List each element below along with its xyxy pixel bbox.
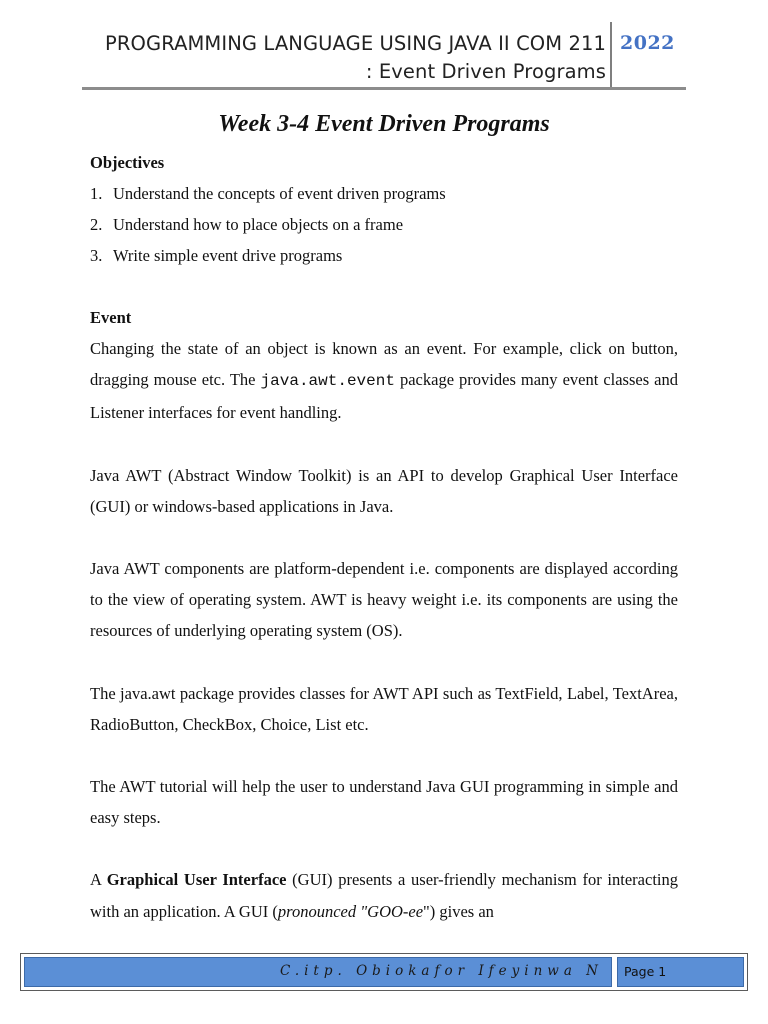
page-footer [20,953,748,991]
spacer [90,522,678,553]
spacer [90,740,678,771]
text-run: A [90,870,107,890]
event-heading: Event [90,308,132,327]
header-title-line2: : Event Driven Programs [365,60,606,83]
awt-components-paragraph: Java AWT components are platform-dependent i.e. components are displayed according to the view of operating system. AWT is heavy weight i.e. its components are using the resources of underlying operating system (OS). [90,559,678,641]
gui-pronunciation: pronounced "GOO-ee [277,901,424,921]
event-paragraph-1 [90,333,678,429]
footer-page-box [617,957,744,987]
objectives-heading: Objectives [90,153,165,172]
list-item [90,240,678,271]
text-run: (GUI) presents a user-friendly mechanism for interacting with an application. A GUI ( [90,870,678,921]
gui-term: Graphical User Interface [106,870,287,890]
page-number: Page 1 [624,964,667,979]
footer-inner [24,957,744,987]
text-run: package provides many event classes and Listener interfaces for event handling. [90,370,678,423]
awt-paragraph: Java AWT (Abstract Window Toolkit) is an API to develop Graphical User Interface (GUI) or windows-based applications in Java. [90,465,678,516]
header-divider [610,22,612,88]
footer-author: C.itp. Obiokafor Ifeyinwa N [279,963,603,979]
gui-paragraph [90,864,678,926]
list-item [90,209,678,240]
list-item-number: 2. [90,215,103,234]
list-item-number: 3. [90,246,103,265]
text-run: ") gives an [423,901,494,921]
document-title: Week 3-4 Event Driven Programs [218,111,550,137]
list-item-text: Understand how to place objects on a frame [113,215,404,234]
text-run: Changing the state of an object is known as an event. For example, click on button, dragging mouse etc. The [90,339,678,390]
document-body [90,104,678,927]
awt-package-paragraph: The java.awt package provides classes for AWT API such as TextField, Label, TextArea, RadioButton, CheckBox, Choice, List etc. [90,683,678,734]
header-title [105,30,606,86]
header-title-line1: PROGRAMMING LANGUAGE USING JAVA II COM 211 [105,32,606,55]
spacer [90,647,678,678]
spacer [90,271,678,302]
page-header [82,22,686,90]
header-year: 2022 [620,32,675,54]
footer-author-box [24,957,612,987]
spacer [90,833,678,864]
list-item [90,178,678,209]
awt-tutorial-paragraph: The AWT tutorial will help the user to understand Java GUI programming in simple and easy steps. [90,777,678,828]
list-item-text: Understand the concepts of event driven programs [113,184,446,203]
list-item-text: Write simple event drive programs [113,246,343,265]
list-item-number: 1. [90,184,103,203]
spacer [90,429,678,460]
code-package-name: java.awt.event [260,372,395,391]
objectives-list [90,178,678,271]
header-rule [82,87,686,90]
